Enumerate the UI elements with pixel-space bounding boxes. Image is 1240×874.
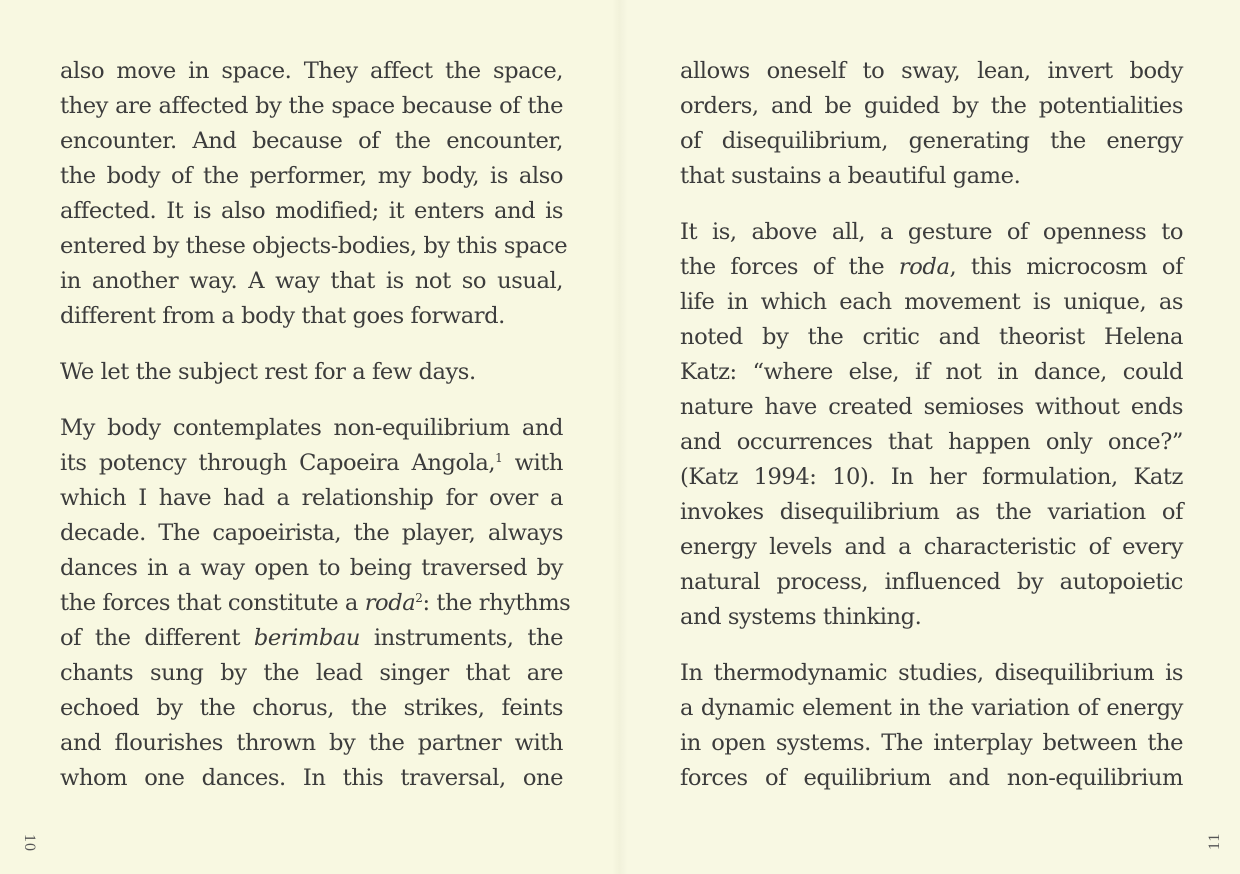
text-line <box>680 250 1183 285</box>
text-line: different from a body that goes forward. <box>60 303 505 329</box>
italic-term: roda <box>898 254 950 280</box>
text-line <box>60 446 563 481</box>
text-line: In thermodynamic studies, disequilibrium is <box>680 660 1183 686</box>
text-line: forces of equilibrium and non-equilibrium <box>680 765 1183 791</box>
text-line: in another way. A way that is not so usual, <box>60 268 563 294</box>
text-line: entered by these objects-bodies, by this space <box>60 233 568 259</box>
text-line: in open systems. The interplay between the <box>680 730 1183 756</box>
text-line: chants sung by the lead singer that are <box>60 660 563 686</box>
text-segment: : the rhythms <box>422 590 571 616</box>
text-segment: the forces of the <box>680 254 885 280</box>
text-line: encounter. And because of the encounter, <box>60 128 563 154</box>
text-segment: , this microcosm of <box>949 254 1183 280</box>
text-line: echoed by the chorus, the strikes, feints <box>60 695 563 721</box>
text-line: the body of the performer, my body, is also <box>60 163 563 189</box>
paragraph <box>680 215 1183 635</box>
text-line: It is, above all, a gesture of openness to <box>680 219 1183 245</box>
text-line: of disequilibrium, generating the energy <box>680 128 1183 154</box>
book-gutter <box>612 0 628 874</box>
text-line: noted by the critic and theorist Helena <box>680 324 1183 350</box>
text-line: and occurrences that happen only once?” <box>680 429 1183 455</box>
text-segment: its potency through Capoeira Angola, <box>60 450 496 476</box>
text-line: that sustains a beautiful game. <box>680 163 1021 189</box>
text-line: (Katz 1994: 10). In her formulation, Katz <box>680 464 1183 490</box>
text-line: which I have had a relationship for over a <box>60 485 563 511</box>
left-text-column <box>60 54 571 817</box>
text-line: life in which each movement is unique, as <box>680 289 1183 315</box>
text-line: allows oneself to sway, lean, invert body <box>680 58 1183 84</box>
text-segment: the forces that constitute a <box>60 590 358 616</box>
right-text-column <box>680 54 1183 817</box>
text-line: My body contemplates non-equilibrium and <box>60 415 563 441</box>
text-line: they are affected by the space because of the <box>60 93 563 119</box>
text-line: nature have created semioses without ends <box>680 394 1183 420</box>
text-line: and systems thinking. <box>680 604 922 630</box>
text-line: affected. It is also modified; it enters and is <box>60 198 563 224</box>
text-line: natural process, influenced by autopoietic <box>680 569 1183 595</box>
text-line: dances in a way open to being traversed by <box>60 555 563 581</box>
text-segment: instruments, the <box>360 625 564 651</box>
text-line: We let the subject rest for a few days. <box>60 359 476 385</box>
page-number-left: 10 <box>21 834 38 852</box>
text-line <box>60 586 571 621</box>
text-line: energy levels and a characteristic of every <box>680 534 1183 560</box>
page-number-right: 11 <box>1206 832 1223 850</box>
paragraph <box>680 54 1183 194</box>
text-line: decade. The capoeirista, the player, always <box>60 520 563 546</box>
italic-term: roda <box>364 590 416 616</box>
footnote-ref-2[interactable]: 2 <box>415 591 423 605</box>
paragraph <box>60 54 568 334</box>
text-line: orders, and be guided by the potentialities <box>680 93 1183 119</box>
text-segment: of the different <box>60 625 240 651</box>
italic-term: berimbau <box>253 625 361 651</box>
footnote-ref-1[interactable]: 1 <box>495 451 503 465</box>
text-line: a dynamic element in the variation of energy <box>680 695 1183 721</box>
text-segment: with <box>502 450 563 476</box>
paragraph <box>60 411 571 796</box>
text-line: and flourishes thrown by the partner with <box>60 730 563 756</box>
paragraph <box>60 355 563 390</box>
text-line <box>60 621 563 656</box>
paragraph <box>680 656 1183 796</box>
text-line: also move in space. They affect the space, <box>60 58 563 84</box>
text-line: invokes disequilibrium as the variation of <box>680 499 1183 525</box>
text-line: Katz: “where else, if not in dance, could <box>680 359 1183 385</box>
text-line: whom one dances. In this traversal, one <box>60 765 563 791</box>
